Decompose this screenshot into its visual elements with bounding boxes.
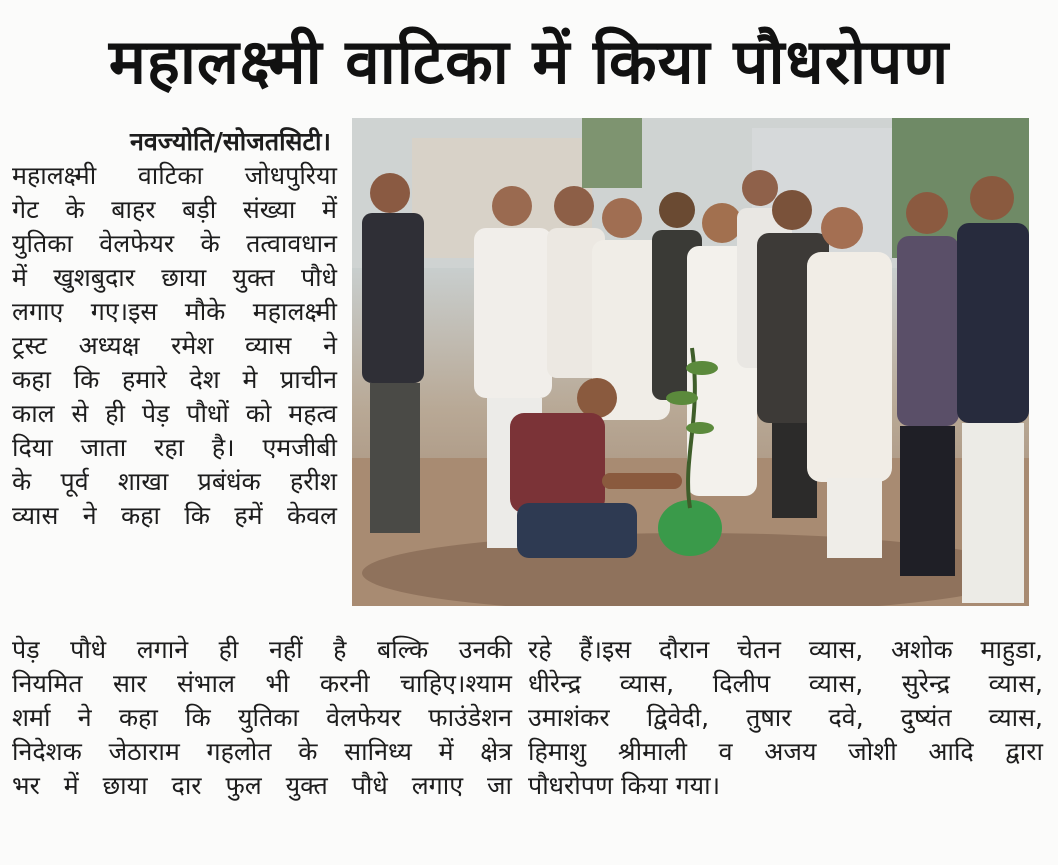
news-photo (352, 118, 1029, 606)
article-line: के पूर्व शाखा प्रबंधंक हरीश (12, 467, 337, 496)
article-line: शर्मा ने कहा कि युतिका वेलफेयर फाउंडेशन (12, 703, 512, 732)
article-bottom-left (12, 633, 512, 803)
article-line: पौधरोपण किया गया। (528, 771, 721, 800)
article-line: हिमाशु श्रीमाली व अजय जोशी आदि द्वारा (528, 737, 1043, 766)
dateline: नवज्योति/सोजतसिटी। (129, 127, 331, 156)
article-line: लगाए गए।इस मौके महालक्ष्मी (12, 297, 337, 326)
article-line: निदेशक जेठाराम गहलोत के सानिध्य में क्षेत्र (12, 737, 512, 766)
article-line: उमाशंकर द्विवेदी, तुषार दवे, दुष्यंत व्यास, (528, 703, 1043, 732)
article-bottom-right (528, 633, 1043, 803)
article-line: दिया जाता रहा है। एमजीबी (12, 433, 337, 462)
article-line: भर में छाया दार फुल युक्त पौधे लगाए जा (12, 771, 512, 800)
article-line: गेट के बाहर बड़ी संख्या में (12, 195, 337, 224)
headline: महालक्ष्मी वाटिका में किया पौधरोपण (108, 25, 950, 98)
article-line: पेड़ पौधे लगाने ही नहीं है बल्कि उनकी (12, 635, 512, 664)
article-line: रहे हैं।इस दौरान चेतन व्यास, अशोक माहुडा, (528, 635, 1043, 664)
article-line: ट्रस्ट अध्यक्ष रमेश व्यास ने (12, 331, 337, 360)
article-line: महालक्ष्मी वाटिका जोधपुरिया (12, 161, 337, 190)
article-line: में खुशबुदार छाया युक्त पौधे (12, 263, 337, 292)
photo-scene (352, 118, 1029, 606)
article-line: व्यास ने कहा कि हमें केवल (12, 501, 337, 530)
article-line: धीरेन्द्र व्यास, दिलीप व्यास, सुरेन्द्र व्यास, (528, 669, 1043, 698)
article-line: कहा कि हमारे देश मे प्राचीन (12, 365, 337, 394)
article-line: नियमित सार संभाल भी करनी चाहिए।श्याम (12, 669, 512, 698)
article-line: युतिका वेलफेयर के तत्वावधान (12, 229, 337, 258)
article-line: काल से ही पेड़ पौधों को महत्व (12, 399, 337, 428)
article-left-column (12, 125, 337, 533)
